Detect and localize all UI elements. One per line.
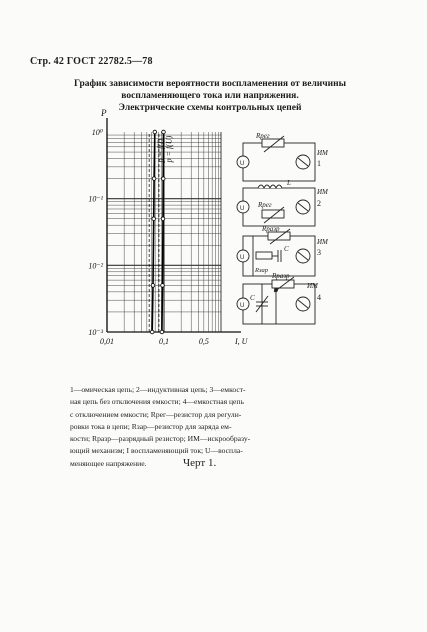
label-c: C xyxy=(250,294,255,302)
series-label: p = f(I) xyxy=(155,138,165,163)
svg-text:U: U xyxy=(240,161,245,167)
circuit-1 xyxy=(237,132,329,181)
circuit-number: 1 xyxy=(317,159,321,168)
label-im: ИМ xyxy=(317,238,328,246)
caption-line: ющий механизм; I воспламеняющий ток; U—воспла- xyxy=(70,446,243,456)
resistor-icon xyxy=(256,252,272,259)
caption-line: 1—омическая цепь; 2—индуктивная цепь; 3—емкост- xyxy=(70,385,246,394)
data-point xyxy=(152,217,156,221)
title-line: Электрические схемы контрольных цепей xyxy=(118,103,302,113)
svg-text:U: U xyxy=(240,206,245,212)
data-point xyxy=(161,284,165,288)
resistor-icon xyxy=(268,232,290,240)
resistor-icon xyxy=(272,280,294,288)
title-line: График зависимости вероятности воспламенения от величины xyxy=(74,79,346,89)
circuit-number: 3 xyxy=(317,248,321,257)
label-l: L xyxy=(287,179,291,187)
x-axis-label: I, U xyxy=(235,337,248,346)
caption-line: с отключением емкости; Rрег—резистор для регули- xyxy=(70,409,242,419)
chart-labels xyxy=(88,108,248,346)
series-label: p = f(U) xyxy=(164,135,174,163)
data-point xyxy=(162,130,166,134)
series-line-1 xyxy=(152,132,155,332)
probability-chart xyxy=(88,108,248,346)
data-point xyxy=(153,130,157,134)
data-point xyxy=(161,177,165,181)
resistor-icon xyxy=(262,139,284,147)
inductor-icon xyxy=(258,185,282,188)
caption-line: кости; Rразр—разрядный резистор; ИМ—искрообразу- xyxy=(70,434,251,444)
label-rchg: Rзар xyxy=(255,267,269,274)
circuit-number: 4 xyxy=(317,293,321,302)
label-r: Rрег xyxy=(258,201,272,209)
label-im: ИМ xyxy=(317,149,328,157)
circuit-3 xyxy=(237,225,329,276)
x-tick-label: 0,01 xyxy=(100,337,114,346)
data-point xyxy=(161,217,165,221)
caption-line: меняющее напряжение. xyxy=(70,458,147,468)
label-rdis: Rразр xyxy=(272,272,290,280)
y-tick-label: 10⁻² xyxy=(88,261,103,271)
figure-label: Черт 1. xyxy=(183,457,217,469)
svg-text:U: U xyxy=(240,303,245,309)
svg-text:U: U xyxy=(240,255,245,261)
label-c: C xyxy=(284,245,289,253)
data-point xyxy=(152,177,156,181)
y-tick-label: 10⁰ xyxy=(91,128,103,137)
page-header: Стр. 42 ГОСТ 22782.5—78 xyxy=(30,56,153,67)
figure-caption xyxy=(70,384,375,470)
x-tick-label: 0,1 xyxy=(159,337,169,346)
circuit-number: 2 xyxy=(317,199,321,208)
data-point xyxy=(151,284,155,288)
label-rdis: Rразр xyxy=(262,225,280,233)
label-im: ИМ xyxy=(307,282,318,290)
label-im: ИМ xyxy=(317,188,328,196)
circuit-4 xyxy=(237,272,321,324)
resistor-icon xyxy=(262,210,284,218)
x-tick-label: 0,5 xyxy=(198,337,209,346)
data-point xyxy=(160,330,164,334)
title-line: воспламеняющего тока или напряжения. xyxy=(121,91,299,101)
caption-line: ровки тока в цепи; Rзар—резистор для заряда ем- xyxy=(70,421,232,431)
y-axis-label: P xyxy=(101,108,107,118)
y-tick-label: 10⁻³ xyxy=(88,328,103,337)
label-r: Rрег xyxy=(256,132,270,140)
data-point xyxy=(150,330,154,334)
caption-line: ная цепь без отключения емкости; 4—емкостная цепь xyxy=(70,397,244,407)
y-tick-label: 10⁻¹ xyxy=(88,194,103,204)
circuit-2 xyxy=(237,179,329,226)
